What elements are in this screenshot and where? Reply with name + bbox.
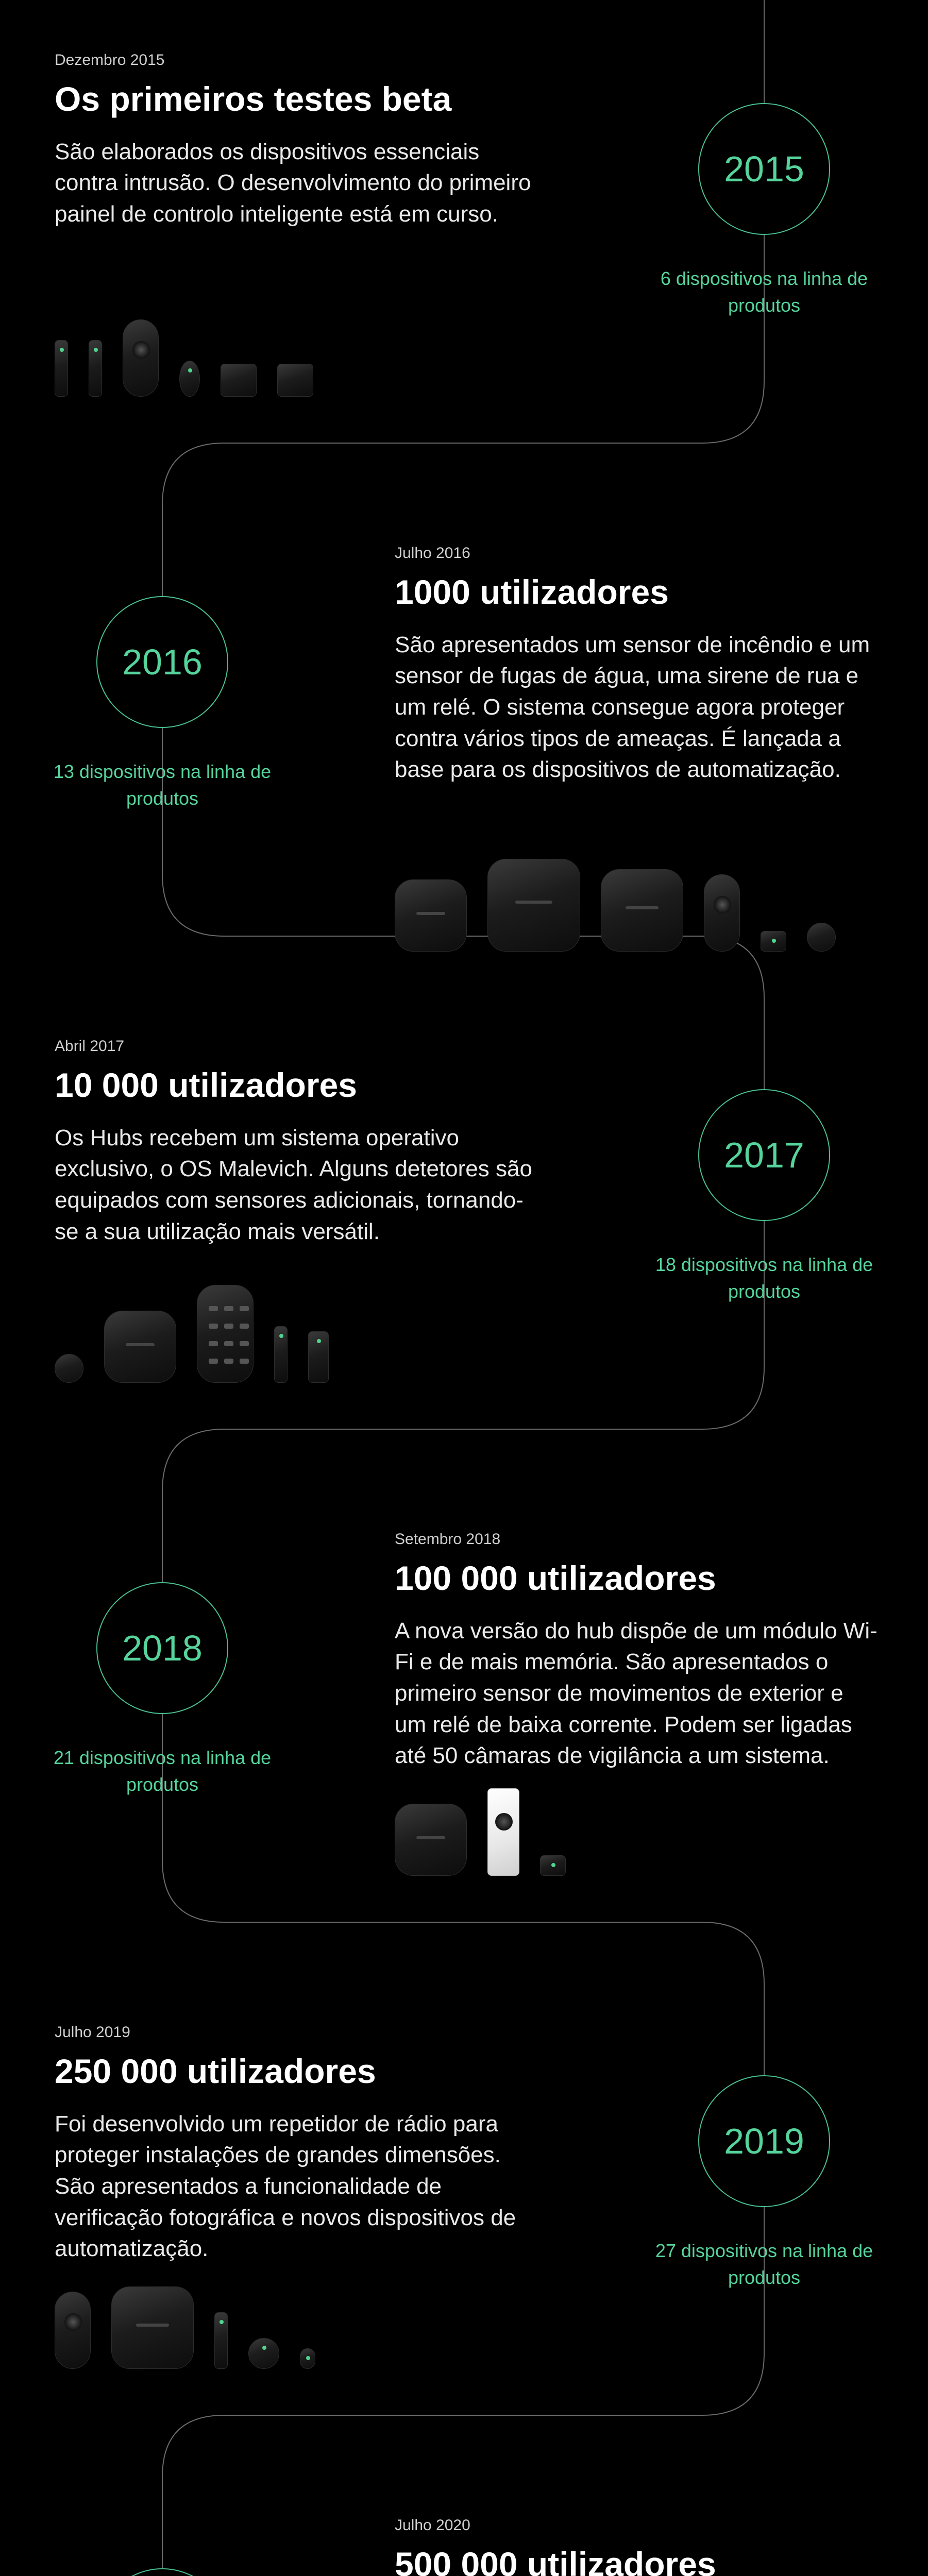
entry-text (395, 1531, 879, 1772)
control-board-image (221, 364, 257, 397)
entry-description: São apresentados um sensor de incêndio e um sensor de fugas de água, uma sirene de rua e um relé. O sistema consegue agora proteger contra vários tipos de ameaças. É lançada a base para os dispositivos de automatização. (395, 632, 870, 783)
entry-text (55, 1038, 539, 1247)
door-contact-image (274, 1326, 288, 1383)
device-count: 27 dispositivos na linha de produtos (655, 2240, 873, 2289)
transmitter-image (308, 1331, 329, 1383)
product-images (55, 1280, 549, 1383)
hub-image (104, 1311, 176, 1383)
control-board-image (277, 364, 313, 397)
product-images (395, 1773, 889, 1876)
hub-image (395, 879, 467, 952)
entry-title: 100 000 utilizadores (395, 1559, 716, 1597)
motion-cam-image (55, 2292, 91, 2369)
entry-text (395, 545, 879, 786)
entry-description: Foi desenvolvido um repetidor de rádio para proteger instalações de grandes dimensões. São apresentados a funcionalidade de verificação fotográfica e novos dispositivos de automatização. (55, 2111, 516, 2262)
relay-image (540, 1855, 566, 1876)
entry-title: 10 000 utilizadores (55, 1066, 357, 1104)
key-fob-image (179, 361, 200, 397)
year-circle: 2015 (698, 103, 830, 235)
motion-detector-image (704, 874, 740, 952)
entry-description: São elaborados os dispositivos essenciais contra intrusão. O desenvolvimento do primeiro painel de controlo inteligente está em curso. (55, 139, 531, 227)
hub-image (395, 1804, 467, 1876)
street-siren-image (487, 859, 580, 952)
entry-title: 500 000 utilizadores (395, 2545, 716, 2576)
outdoor-motion-detector-image (487, 1788, 519, 1876)
product-images (395, 849, 889, 952)
entry-date: Julho 2019 (55, 2024, 130, 2041)
entry-text (55, 52, 539, 230)
leak-sensor-image (807, 923, 836, 952)
keypad-image (197, 1285, 254, 1383)
entry-title: Os primeiros testes beta (55, 80, 452, 118)
device-count: 13 dispositivos na linha de produtos (53, 761, 272, 809)
device-count: 18 dispositivos na linha de produtos (655, 1254, 873, 1302)
year-circle: 2018 (96, 1582, 228, 1714)
device-count: 21 dispositivos na linha de produtos (53, 1747, 272, 1795)
door-contact-image (55, 340, 68, 397)
product-images (55, 2266, 549, 2369)
range-extender-image (111, 2286, 194, 2369)
motion-detector-image (123, 319, 159, 397)
entry-date: Abril 2017 (55, 1038, 125, 1055)
year-circle: 2016 (96, 596, 228, 728)
fire-detector-image (601, 869, 683, 952)
year-circle: 2017 (698, 1089, 830, 1221)
entry-date: Julho 2020 (395, 2517, 470, 2534)
relay-image (761, 931, 786, 952)
entry-date: Julho 2016 (395, 545, 470, 562)
entry-date: Setembro 2018 (395, 1531, 501, 1548)
leak-sensor-image (55, 1354, 83, 1383)
entry-description: A nova versão do hub dispõe de um módulo Wi-Fi e de mais memória. São apresentados o primeiro sensor de movimentos de exterior e um relé de baixa corrente. Podem ser ligadas até 50 câmaras de vigilância a um sistema. (395, 1618, 878, 1769)
door-contact-image (89, 340, 102, 397)
entry-title: 1000 utilizadores (395, 573, 669, 611)
entry-description: Os Hubs recebem um sistema operativo exclusivo, o OS Malevich. Alguns detetores são equipados com sensores adicionais, tornando-se a sua utilização mais versátil. (55, 1125, 532, 1244)
year-circle: 2019 (698, 2075, 830, 2207)
device-count: 6 dispositivos na linha de produtos (660, 268, 868, 316)
button-image (300, 2348, 315, 2369)
door-contact-image (214, 2312, 228, 2369)
entry-text (395, 2517, 879, 2576)
entry-date: Dezembro 2015 (55, 52, 165, 69)
entry-text (55, 2024, 539, 2265)
product-images (55, 294, 549, 397)
socket-image (248, 2338, 279, 2369)
entry-title: 250 000 utilizadores (55, 2052, 376, 2090)
